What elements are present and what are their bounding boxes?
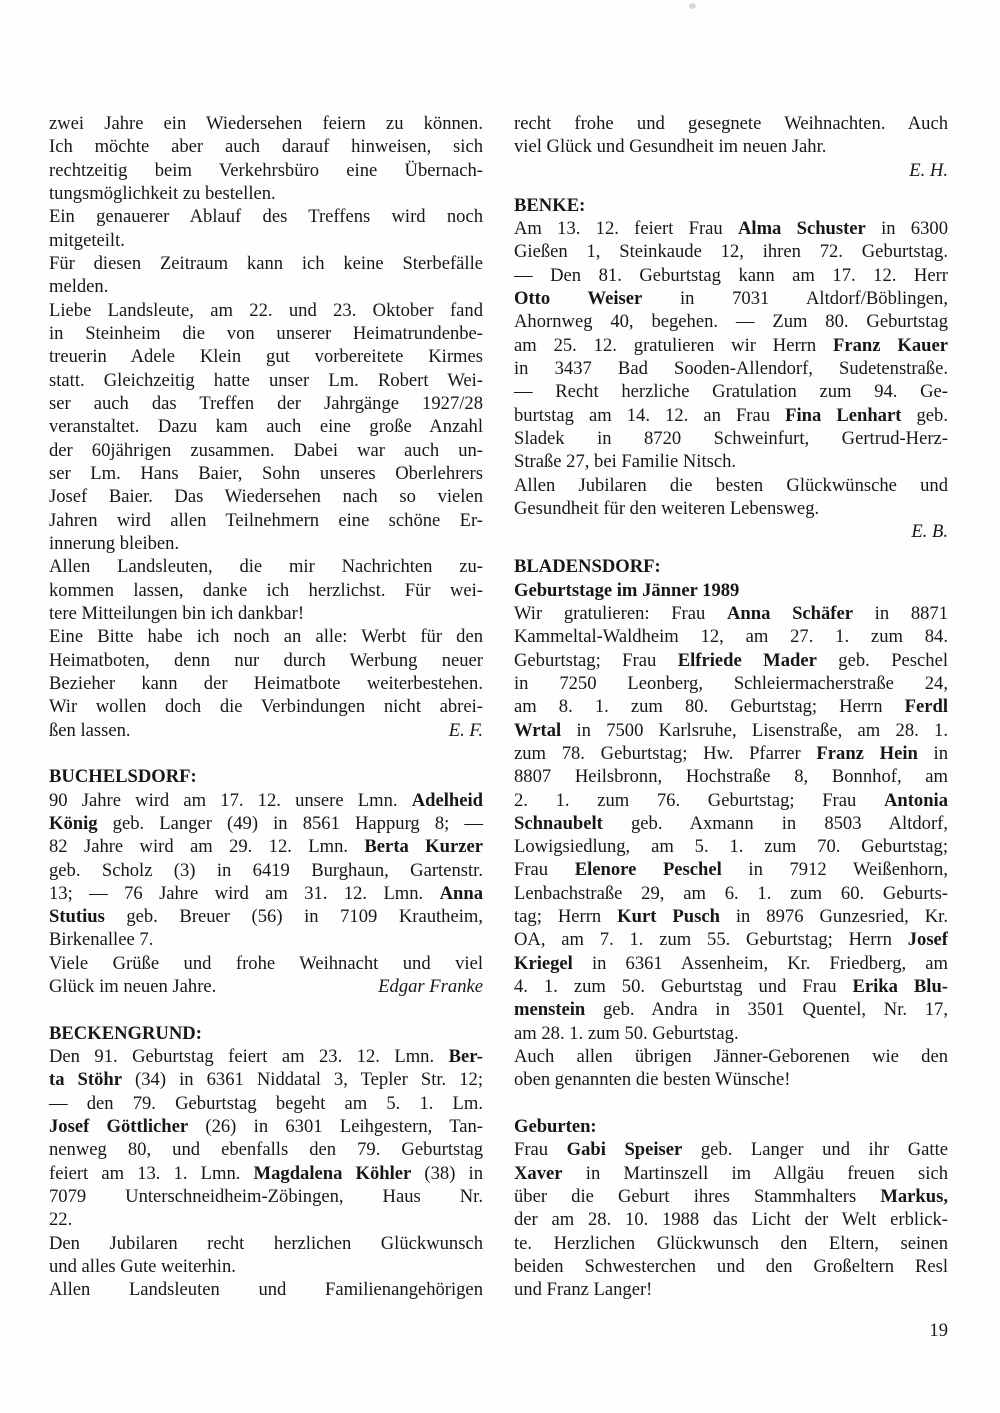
text-segment: menstein [514, 999, 586, 1021]
text-segment: Den Jubilaren recht herzlichen Glückwunsch [49, 1232, 483, 1254]
signature [449, 719, 483, 742]
text-segment: geb. Langer (49) in 8561 Happurg 8; — [97, 812, 483, 834]
text-segment: Bezieher kann der Heimatbote weiterbestehen. [49, 672, 483, 694]
text-segment: Birkenallee 7. [49, 929, 154, 951]
text-segment: Heimatboten, denn nur durch Werbung neuer [49, 649, 483, 671]
signature [514, 159, 948, 182]
text-segment: Allen Jubilaren die besten Glückwünsche und [514, 474, 948, 496]
text-segment: rechtzeitig beim Verkehrsbüro eine Übernach- [49, 159, 483, 181]
text-line [514, 812, 948, 835]
right-column [514, 112, 948, 1343]
text-line [514, 310, 948, 333]
text-segment: (38) in [411, 1162, 483, 1184]
text-segment: Viele Grüße und frohe Weihnacht und viel [49, 952, 483, 974]
text-line [514, 835, 948, 858]
text-line [49, 112, 483, 135]
text-line [49, 229, 483, 252]
text-line [49, 882, 483, 905]
text-line [49, 182, 483, 205]
text-segment: in Martinszell im Allgäu freuen sich [562, 1162, 948, 1184]
text-segment: Frau [514, 859, 575, 881]
text-segment: OA, am 7. 1. zum 55. Geburtstag; Herrn [514, 929, 908, 951]
text-segment: oben genannten die besten Wünsche! [514, 1069, 791, 1091]
text-line [49, 369, 483, 392]
text-segment: geb. Scholz (3) in 6419 Burghaun, Gartenstr. [49, 859, 483, 881]
text-line [514, 649, 948, 672]
text-line [514, 264, 948, 287]
text-segment: Auch allen übrigen Jänner-Geborenen wie den [514, 1046, 948, 1068]
text-segment: 4. 1. zum 50. Geburtstag und Frau [514, 976, 853, 998]
text-segment: 8807 Heilsbronn, Hochstraße 8, Bonnhof, am [514, 766, 948, 788]
text-line [49, 1138, 483, 1161]
text-line [514, 719, 948, 742]
text-line [49, 555, 483, 578]
text-line [514, 998, 948, 1021]
text-segment: ser Lm. Hans Baier, Sohn unseres Oberlehrers [49, 462, 483, 484]
text-line [514, 217, 948, 240]
text-segment: in 6300 [865, 217, 948, 239]
text-segment: Elfriede Mader [677, 649, 817, 671]
scan-artifact [689, 3, 696, 9]
text-segment: Kurt Pusch [617, 906, 720, 928]
text-segment: Fina Lenhart [785, 404, 902, 426]
text-segment: recht frohe und gesegnete Weihnachten. Auch [514, 113, 948, 134]
text-segment: tungsmöglichkeit zu bestellen. [49, 182, 276, 204]
text-segment: mitgeteilt. [49, 229, 125, 251]
text-line [49, 835, 483, 858]
text-segment: BENKE: [514, 194, 586, 216]
text-line [514, 672, 948, 695]
text-segment: Josef [907, 929, 948, 951]
text-line [514, 602, 948, 625]
text-segment: in 8871 [853, 602, 949, 624]
text-line [514, 882, 948, 905]
text-segment: — Recht herzliche Gratulation zum 94. Ge- [514, 381, 948, 403]
text-segment: am 25. 12. gratulieren wir Herrn [514, 334, 834, 356]
text-line [514, 789, 948, 812]
text-segment: Am 13. 12. feiert Frau [514, 217, 738, 239]
left-column [49, 112, 483, 1302]
text-segment: Ferdl [904, 696, 948, 718]
text-segment: zum 78. Geburtstag; Hw. Pfarrer [514, 742, 817, 764]
text-segment: geb. Peschel [816, 649, 948, 671]
text-line [49, 1092, 483, 1115]
signature [378, 975, 483, 998]
text-line [49, 695, 483, 718]
text-line [49, 789, 483, 812]
text-line [514, 1278, 948, 1301]
text-segment: Markus, [880, 1186, 948, 1208]
text-segment: geb. Andra in 3501 Quentel, Nr. 17, [585, 999, 948, 1021]
text-line [49, 672, 483, 695]
text-line [49, 322, 483, 345]
text-segment: Josef Göttlicher [49, 1116, 189, 1138]
text-segment: Geburtstage im Jänner 1989 [514, 579, 740, 601]
text-segment: Wir wollen doch die Verbindungen nicht abrei- [49, 696, 483, 718]
text-line [49, 1185, 483, 1208]
text-segment: Lenbachstraße 29, am 6. 1. zum 60. Geburts- [514, 882, 948, 904]
text-line [49, 415, 483, 438]
text-line [49, 579, 483, 602]
text-line [514, 742, 948, 765]
text-line [49, 205, 483, 228]
text-segment: geb. [901, 404, 948, 426]
text-line [49, 462, 483, 485]
section-heading-buchelsdorf [49, 765, 483, 788]
text-segment: Elenore Peschel [574, 859, 722, 881]
text-line [49, 299, 483, 322]
text-segment: Erika Blu- [852, 976, 948, 998]
text-segment: Allen Landsleuten und Familienangehörigen [49, 1279, 483, 1301]
text-segment: burtstag am 14. 12. an Frau [514, 404, 786, 426]
text-segment: Anna Schäfer [726, 602, 853, 624]
text-segment: und Franz Langer! [514, 1279, 653, 1301]
text-segment: BUCHELSDORF: [49, 766, 197, 788]
text-segment: 13; — 76 Jahre wird am 31. 12. Lmn. [49, 882, 440, 904]
text-line [49, 812, 483, 835]
text-line [514, 625, 948, 648]
text-segment: Antonia [883, 789, 948, 811]
text-segment: te. Herzlichen Glückwunsch den Eltern, seinen [514, 1232, 948, 1254]
text-segment: nenweg 80, und ebenfalls den 79. Geburtstag [49, 1139, 483, 1161]
text-segment: melden. [49, 276, 109, 298]
text-line [514, 1045, 948, 1068]
text-line [514, 858, 948, 881]
text-segment: beiden Schwesterchen und den Großeltern Resl [514, 1256, 948, 1278]
text-segment: Geburten: [514, 1116, 597, 1138]
text-segment: Josef Baier. Das Wiedersehen nach so vielen [49, 486, 483, 508]
text-line [514, 240, 948, 263]
text-line [49, 625, 483, 648]
text-line [49, 1255, 483, 1278]
text-line [514, 1138, 948, 1161]
text-line [514, 975, 948, 998]
text-segment: in [917, 742, 948, 764]
line-text [49, 719, 131, 742]
text-segment: Für diesen Zeitraum kann ich keine Sterbefälle [49, 252, 483, 274]
text-segment: 2. 1. zum 76. Geburtstag; Frau [514, 789, 884, 811]
text-segment: Magdalena Köhler [253, 1162, 412, 1184]
text-line [514, 1185, 948, 1208]
text-line [49, 159, 483, 182]
text-segment: Sladek in 8720 Schweinfurt, Gertrud-Herz- [514, 427, 948, 449]
text-segment: der 60jährigen zusammen. Dabei war auch un- [49, 439, 483, 461]
text-segment: Gesundheit für den weiteren Lebensweg. [514, 497, 820, 519]
text-line [514, 928, 948, 951]
text-segment: 19 [929, 1320, 948, 1342]
text-segment: geb. Axmann in 8503 Altdorf, [602, 812, 948, 834]
text-segment: Anna [439, 882, 483, 904]
text-line [514, 765, 948, 788]
text-segment: Ich möchte aber auch darauf hinweisen, sich [49, 136, 483, 158]
text-segment: Gießen 1, Steinkaude 12, ihren 72. Geburtstag. [514, 241, 948, 263]
section-heading-bladensdorf [514, 555, 948, 578]
text-line [49, 1115, 483, 1138]
text-segment: zwei Jahre ein Wiedersehen feiern zu können. [49, 113, 483, 134]
section-heading-geburten [514, 1115, 948, 1138]
text-segment: 90 Jahre wird am 17. 12. unsere Lmn. [49, 789, 412, 811]
section-heading-beckengrund [49, 1022, 483, 1045]
text-segment: Frau [514, 1139, 567, 1161]
text-segment: 82 Jahre wird am 29. 12. Lmn. [49, 836, 365, 858]
text-segment: Edgar Franke [378, 976, 483, 998]
text-line [514, 1255, 948, 1278]
text-segment: — Den 81. Geburtstag kann am 17. 12. Herr [514, 264, 948, 286]
text-line [49, 649, 483, 672]
text-segment: (26) in 6301 Leihgestern, Tan- [188, 1116, 483, 1138]
text-segment: Allen Landsleuten, die mir Nachrichten zu- [49, 556, 483, 578]
text-segment: feiert am 13. 1. Lmn. [49, 1162, 254, 1184]
text-line [49, 719, 483, 742]
text-segment: Otto Weiser [514, 287, 643, 309]
text-line [49, 1045, 483, 1068]
text-segment: Ahornweg 40, begehen. — Zum 80. Geburtstag [514, 311, 948, 333]
text-line [514, 450, 948, 473]
section-heading-benke [514, 194, 948, 217]
text-line [49, 602, 483, 625]
text-segment: veranstaltet. Dazu kam auch eine große Anzahl [49, 416, 483, 438]
text-segment: BECKENGRUND: [49, 1022, 202, 1044]
text-line [49, 1208, 483, 1231]
text-line [49, 859, 483, 882]
text-segment: Gabi Speiser [566, 1139, 683, 1161]
text-segment: tere Mitteilungen bin ich dankbar! [49, 602, 305, 624]
text-segment: viel Glück und Gesundheit im neuen Jahr. [514, 136, 827, 158]
text-segment: über die Geburt ihres Stammhalters [514, 1186, 881, 1208]
text-line [49, 1162, 483, 1185]
text-segment: (34) in 6361 Niddatal 3, Tepler Str. 12; [121, 1069, 484, 1091]
text-segment: König [49, 812, 98, 834]
text-segment: statt. Gleichzeitig hatte unser Lm. Robert Wei- [49, 369, 483, 391]
text-segment: am 8. 1. zum 80. Geburtstag; Herrn [514, 696, 905, 718]
text-line [49, 952, 483, 975]
text-segment: der am 28. 10. 1988 das Licht der Welt erblick- [514, 1209, 948, 1231]
text-segment: 22. [49, 1209, 73, 1231]
text-segment: — den 79. Geburtstag begeht am 5. 1. Lm. [49, 1092, 483, 1114]
text-segment: Franz Kauer [833, 334, 948, 356]
text-segment: in 7500 Karlsruhe, Lisenstraße, am 28. 1. [561, 719, 948, 741]
text-line [514, 357, 948, 380]
text-segment: Stutius [49, 906, 105, 928]
text-segment: treuerin Adele Klein gut vorbereitete Kirmes [49, 346, 483, 368]
text-segment: kommen lassen, danke ich herzlichst. Für wei- [49, 579, 483, 601]
text-line [514, 334, 948, 357]
text-segment: in 7912 Weißenhorn, [721, 859, 949, 881]
text-segment: BLADENSDORF: [514, 556, 661, 578]
text-line [514, 404, 948, 427]
text-segment: Jahren wird allen Teilnehmern eine schöne Er- [49, 509, 483, 531]
text-line [514, 287, 948, 310]
text-segment: Ein genauerer Ablauf des Treffens wird noch [49, 206, 483, 228]
text-segment: in 7250 Leonberg, Schleiermacherstraße 24, [514, 672, 948, 694]
text-segment: und alles Gute weiterhin. [49, 1256, 236, 1278]
text-segment: ßen lassen. [49, 719, 131, 741]
text-segment: Wrtal [514, 719, 562, 741]
text-line [514, 695, 948, 718]
text-line [49, 509, 483, 532]
text-segment: in 7031 Altdorf/Böblingen, [642, 287, 949, 309]
text-line [49, 439, 483, 462]
text-line [49, 975, 483, 998]
text-line [49, 135, 483, 158]
subsection-heading [514, 579, 948, 602]
text-segment: geb. Breuer (56) in 7109 Krautheim, [104, 906, 483, 928]
text-line [514, 497, 948, 520]
text-segment: Franz Hein [816, 742, 918, 764]
text-segment: Geburtstag; Frau [514, 649, 678, 671]
text-segment: Alma Schuster [737, 217, 866, 239]
page-number [514, 1319, 948, 1342]
text-segment: in 6361 Assenheim, Kr. Friedberg, am [572, 952, 948, 974]
text-line [49, 928, 483, 951]
text-segment: in 8976 Gunzesried, Kr. [719, 906, 948, 928]
text-line [514, 1208, 948, 1231]
text-line [49, 275, 483, 298]
text-segment: am 28. 1. zum 50. Geburtstag. [514, 1022, 739, 1044]
text-segment: Eine Bitte habe ich noch an alle: Werbt für den [49, 626, 483, 648]
signature [514, 520, 948, 543]
line-text [49, 975, 216, 998]
text-line [49, 1068, 483, 1091]
text-segment: E. F. [448, 719, 483, 741]
text-segment: Schnaubelt [514, 812, 603, 834]
text-line [49, 392, 483, 415]
text-segment: E. B. [911, 521, 948, 543]
text-segment: Lowigsiedlung, am 5. 1. zum 70. Geburtstag; [514, 836, 948, 858]
text-segment: Berta Kurzer [364, 836, 483, 858]
text-segment: Den 91. Geburtstag feiert am 23. 12. Lmn. [49, 1046, 449, 1068]
text-line [49, 345, 483, 368]
text-segment: Wir gratulieren: Frau [514, 602, 727, 624]
text-segment: Kammeltal-Waldheim 12, am 27. 1. zum 84. [514, 626, 948, 648]
text-line [514, 1022, 948, 1045]
text-segment: tag; Herrn [514, 906, 618, 928]
text-line [49, 1278, 483, 1301]
text-line [514, 380, 948, 403]
text-line [514, 1162, 948, 1185]
text-segment: Liebe Landsleute, am 22. und 23. Oktober fand [49, 299, 483, 321]
text-segment: E. H. [909, 159, 948, 181]
text-line [514, 1232, 948, 1255]
text-line [514, 112, 948, 135]
text-segment: 7079 Unterschneidheim-Zöbingen, Haus Nr. [49, 1186, 483, 1208]
text-line [514, 427, 948, 450]
text-segment: geb. Langer und ihr Gatte [682, 1139, 949, 1161]
text-segment: Adelheid [411, 789, 483, 811]
text-segment: Xaver [514, 1162, 563, 1184]
text-segment: Kriegel [514, 952, 573, 974]
text-line [514, 952, 948, 975]
text-line [514, 1068, 948, 1091]
text-line [49, 532, 483, 555]
text-segment: Ber- [448, 1046, 483, 1068]
text-segment: Straße 27, bei Familie Nitsch. [514, 451, 737, 473]
text-segment: innerung bleiben. [49, 532, 180, 554]
text-line [49, 485, 483, 508]
text-segment: in 3437 Bad Sooden-Allendorf, Sudetenstraße. [514, 357, 948, 379]
text-segment: ser auch das Treffen der Jahrgänge 1927/28 [49, 392, 483, 414]
text-line [49, 905, 483, 928]
text-segment: Glück im neuen Jahre. [49, 976, 217, 998]
text-line [514, 135, 948, 158]
text-segment: ta Stöhr [49, 1069, 122, 1091]
text-line [514, 474, 948, 497]
text-line [49, 252, 483, 275]
text-line [514, 905, 948, 928]
text-segment: in Steinheim die von unserer Heimatrundenbe- [49, 322, 483, 344]
text-line [49, 1232, 483, 1255]
